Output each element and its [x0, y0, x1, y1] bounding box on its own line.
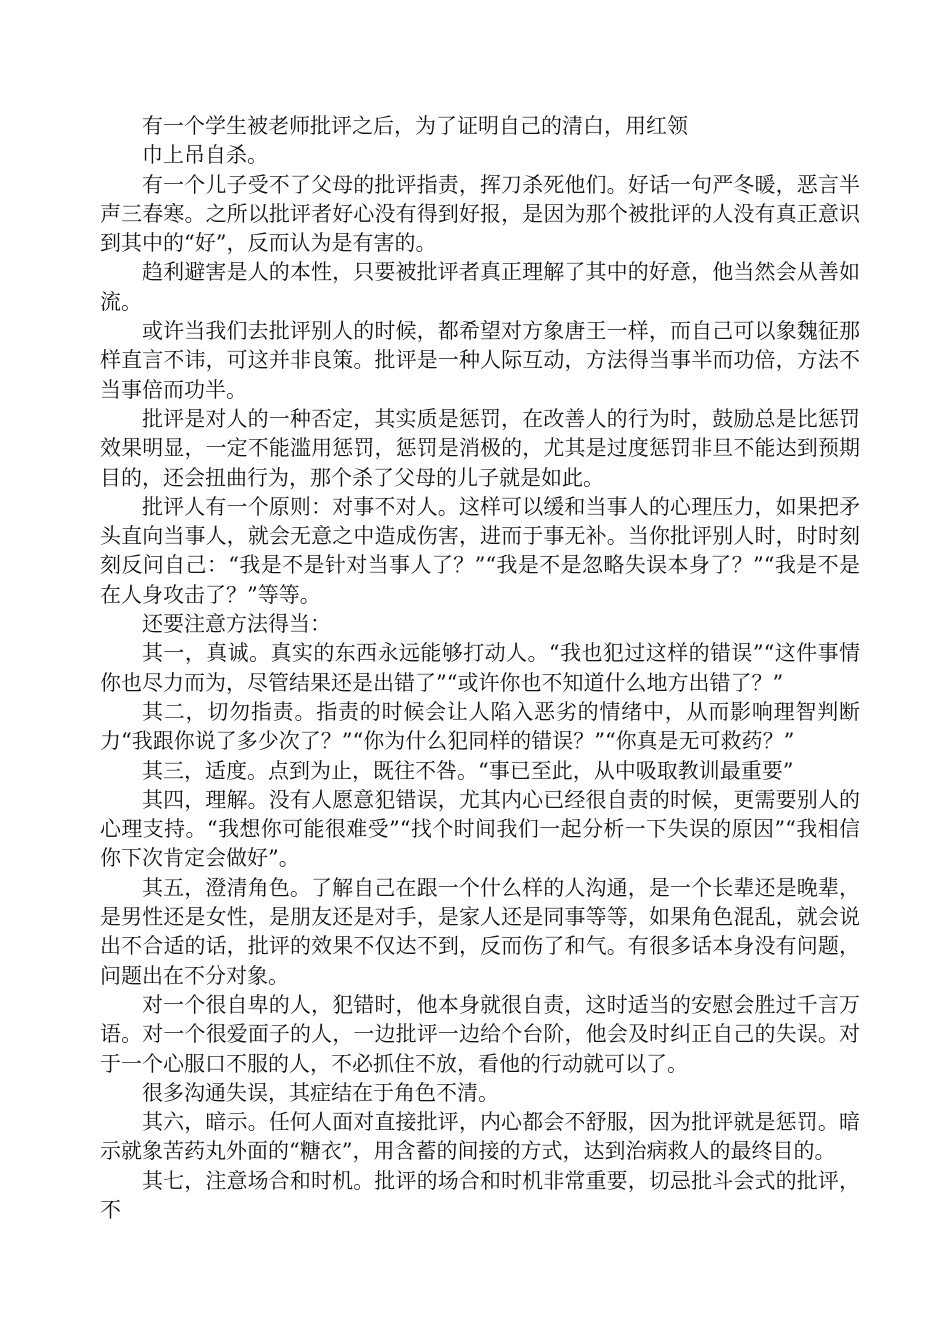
paragraph-12: 其五，澄清角色。了解自己在跟一个什么样的人沟通，是一个长辈还是晚辈，是男性还是女性，是朋友还是对手，是家人还是同事等等，如果角色混乱，就会说出不合适的话，批评的效果不仅达不到，反而伤了和气。有很多话本身没有问题，问题出在不分对象。	[100, 875, 860, 988]
paragraph-9: 其二，切勿指责。指责的时候会让人陷入恶劣的情绪中，从而影响理智判断力“我跟你说了多少次了？”“你为什么犯同样的错误？”“你真是无可救药？”	[100, 699, 860, 754]
paragraph-13: 对一个很自卑的人，犯错时，他本身就很自责，这时适当的安慰会胜过千言万语。对一个很爱面子的人，一边批评一边给个台阶，他会及时纠正自己的失误。对于一个心服口不服的人，不必抓住不放，看他的行动就可以了。	[100, 992, 860, 1076]
document-page	[100, 112, 860, 1225]
paragraph-14: 很多沟通失误，其症结在于角色不清。	[142, 1080, 499, 1105]
paragraph-5: 批评是对人的一种否定，其实质是惩罚，在改善人的行为时，鼓励总是比惩罚效果明显，一定不能滥用惩罚，惩罚是消极的，尤其是过度惩罚非旦不能达到预期目的，还会扭曲行为，那个杀了父母的儿子就是如此。	[100, 406, 860, 490]
paragraph-11: 其四，理解。没有人愿意犯错误，尤其内心已经很自责的时候，更需要别人的心理支持。“我想你可能很难受”“找个时间我们一起分析一下失误的原因”“我相信你下次肯定会做好”。	[100, 787, 860, 871]
paragraph-4: 或许当我们去批评别人的时候，都希望对方象唐王一样，而自己可以象魏征那样直言不讳，可这并非良策。批评是一种人际互动，方法得当事半而功倍，方法不当事倍而功半。	[100, 319, 860, 402]
paragraph-1-line-1: 有一个学生被老师批评之后，为了证明自己的清白，用红领	[142, 114, 688, 138]
paragraph-3: 趋利避害是人的本性，只要被批评者真正理解了其中的好意，他当然会从善如流。	[100, 260, 860, 314]
paragraph-1-line-2: 巾上吊自杀。	[142, 143, 268, 168]
paragraph-2: 有一个儿子受不了父母的批评指责，挥刀杀死他们。好话一句严冬暖，恶言半声三春寒。之所以批评者好心没有得到好报，是因为那个被批评的人没有真正意识到其中的“好”，反而认为是有害的。	[100, 172, 860, 256]
paragraph-10: 其三，适度。点到为止，既往不咎。“事已至此，从中吸取教训最重要”	[142, 758, 794, 783]
paragraph-15: 其六，暗示。任何人面对直接批评，内心都会不舒服，因为批评就是惩罚。暗示就象苦药丸外面的“糖衣”，用含蓄的间接的方式，达到治病救人的最终目的。	[100, 1110, 860, 1164]
paragraph-16: 其七，注意场合和时机。批评的场合和时机非常重要，切忌批斗会式的批评，不	[100, 1168, 860, 1222]
paragraph-6: 批评人有一个原则：对事不对人。这样可以缓和当事人的心理压力，如果把矛头直向当事人，就会无意之中造成伤害，进而于事无补。当你批评别人时，时时刻刻反问自己：“我是不是针对当事人了？”“我是不是忽略失误本身了？”“我是不是在人身攻击了？”等等。	[100, 494, 860, 607]
paragraph-7: 还要注意方法得当：	[142, 612, 331, 637]
paragraph-8: 其一，真诚。真实的东西永远能够打动人。“我也犯过这样的错误”“这件事情你也尽力而为，尽管结果还是出错了”“或许你也不知道什么地方出错了？”	[100, 641, 860, 695]
